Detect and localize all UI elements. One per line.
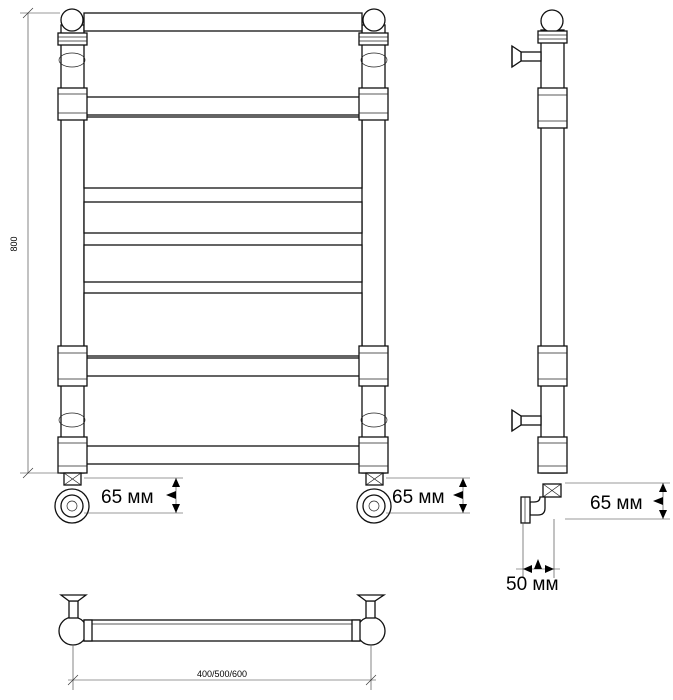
top-view-bar <box>84 620 360 641</box>
panel-1 <box>84 117 362 188</box>
panel-4 <box>84 293 362 356</box>
offset-dimension <box>506 519 560 595</box>
lower-wall-bracket <box>512 410 541 431</box>
bar-2 <box>84 97 362 115</box>
left-connection <box>55 473 89 523</box>
right-connection <box>357 473 391 523</box>
height-label: 800 <box>9 236 19 252</box>
bar-bottom <box>84 446 362 464</box>
width-dimension <box>68 646 376 690</box>
front-view <box>9 8 470 523</box>
top-view <box>59 595 385 690</box>
connection-dim-side <box>565 483 670 519</box>
connection-dim-left <box>84 478 183 513</box>
width-label: 400/500/600 <box>196 669 248 679</box>
panel-3 <box>84 245 362 282</box>
height-dimension <box>9 8 60 478</box>
bar-lower-1 <box>84 358 362 376</box>
connection-label-right: 65 мм <box>392 487 445 508</box>
top-view-right-end <box>357 617 385 645</box>
connection-label-left: 65 мм <box>101 487 154 508</box>
right-ball-cap <box>363 9 385 31</box>
offset-label: 50 мм <box>506 574 559 595</box>
top-bar <box>84 13 362 31</box>
side-view <box>506 10 670 595</box>
upper-wall-bracket <box>512 46 541 67</box>
top-view-right-bracket <box>358 595 384 618</box>
connection-dim-right <box>386 478 470 513</box>
side-connection <box>521 484 561 523</box>
top-view-left-bracket <box>61 595 86 618</box>
side-ball-cap <box>541 10 563 32</box>
top-view-left-end <box>59 617 87 645</box>
connection-label-side: 65 мм <box>590 493 643 514</box>
left-ball-cap <box>61 9 83 31</box>
panel-2 <box>84 202 362 233</box>
